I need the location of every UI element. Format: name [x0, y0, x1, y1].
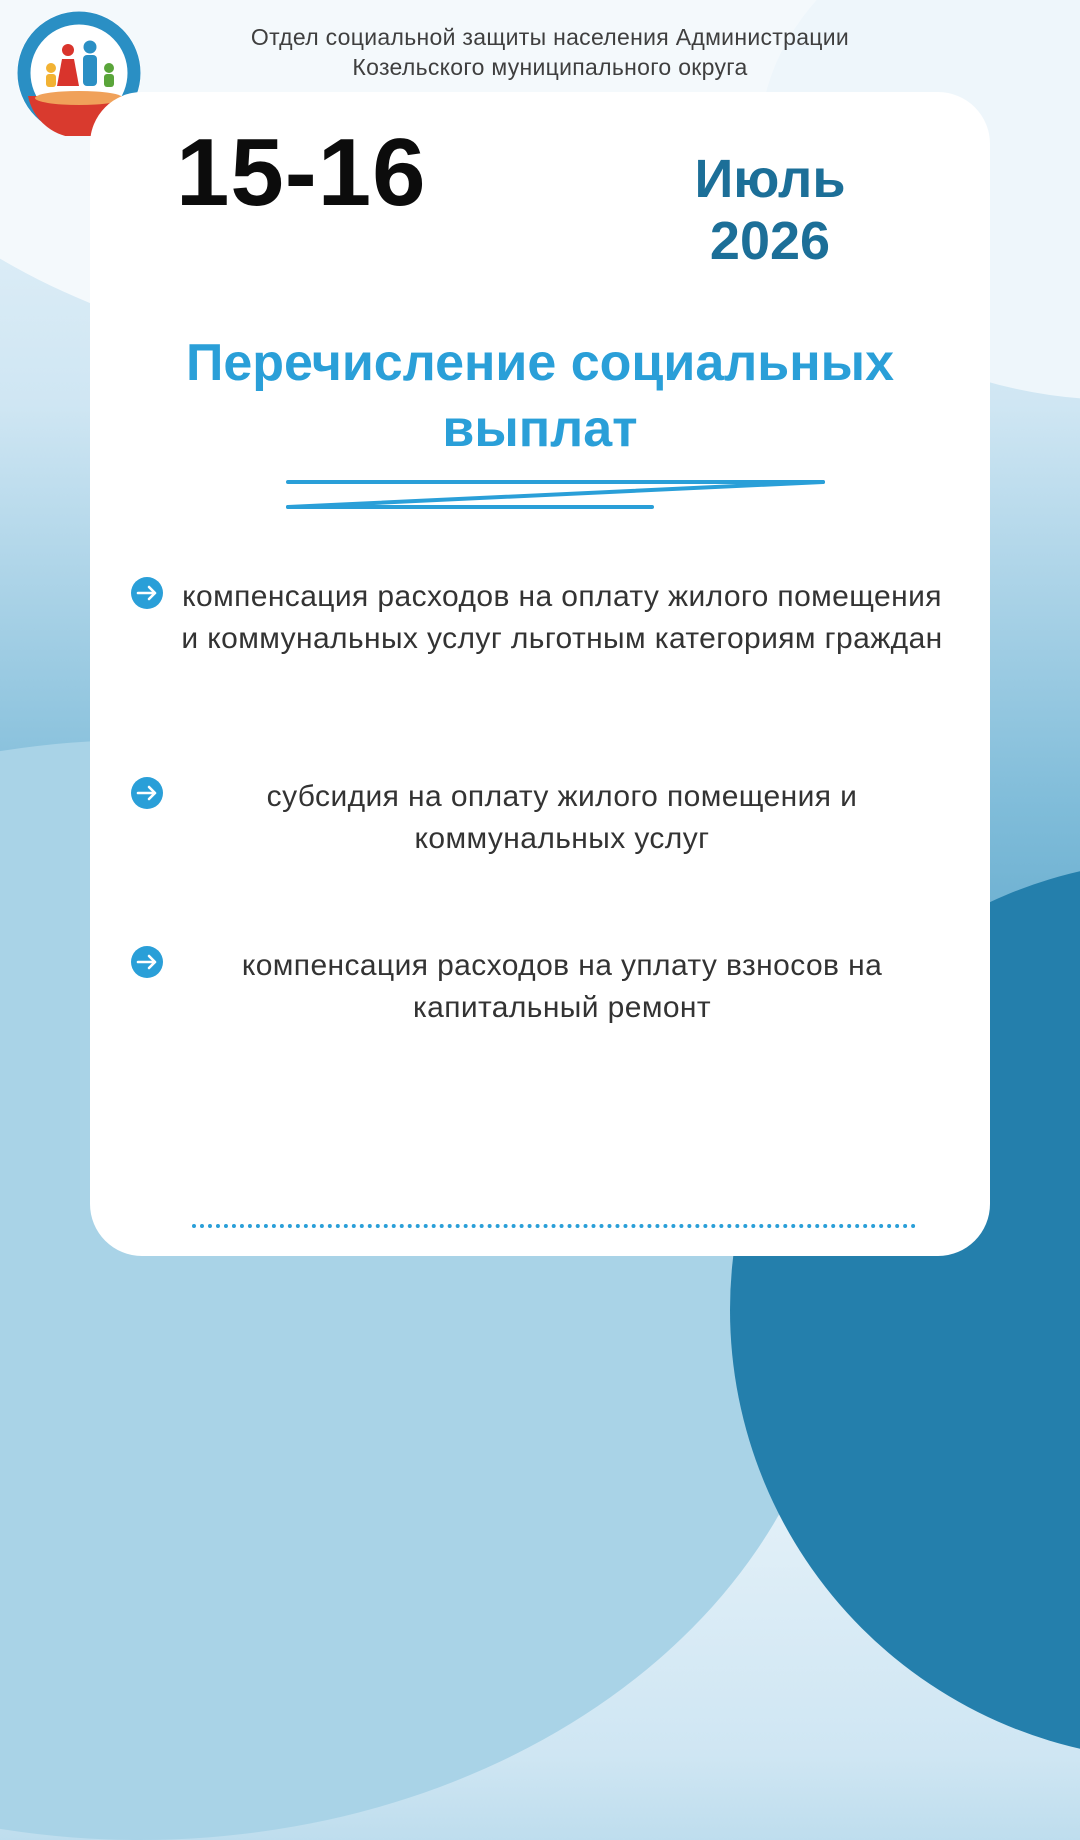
page-title — [140, 330, 940, 462]
arrow-right-circle-icon — [130, 776, 164, 810]
arrow-right-circle-icon — [130, 945, 164, 979]
header-line-1: Отдел социальной защиты населения Администрации — [250, 24, 850, 50]
list-item-text: компенсация расходов на оплату жилого помещения и коммунальных услуг льготным категориям граждан — [181, 580, 943, 655]
date-year: 2026 — [709, 211, 831, 271]
decorative-lines — [280, 474, 830, 518]
header-line-2: Козельского муниципального округа — [352, 54, 748, 80]
date-month: Июль — [694, 149, 846, 209]
date-days: 15-16 — [176, 119, 427, 226]
list-item-text: субсидия на оплату жилого помещения и коммунальных услуг — [266, 780, 858, 855]
list-item-text: компенсация расходов на уплату взносов на капитальный ремонт — [241, 949, 883, 1024]
title-line-2: выплат — [442, 400, 638, 458]
arrow-right-circle-icon — [130, 576, 164, 610]
dotted-divider — [192, 1224, 916, 1228]
header-organization — [200, 22, 900, 82]
date-month-year — [680, 148, 860, 272]
title-line-1: Перечисление социальных — [185, 334, 895, 392]
